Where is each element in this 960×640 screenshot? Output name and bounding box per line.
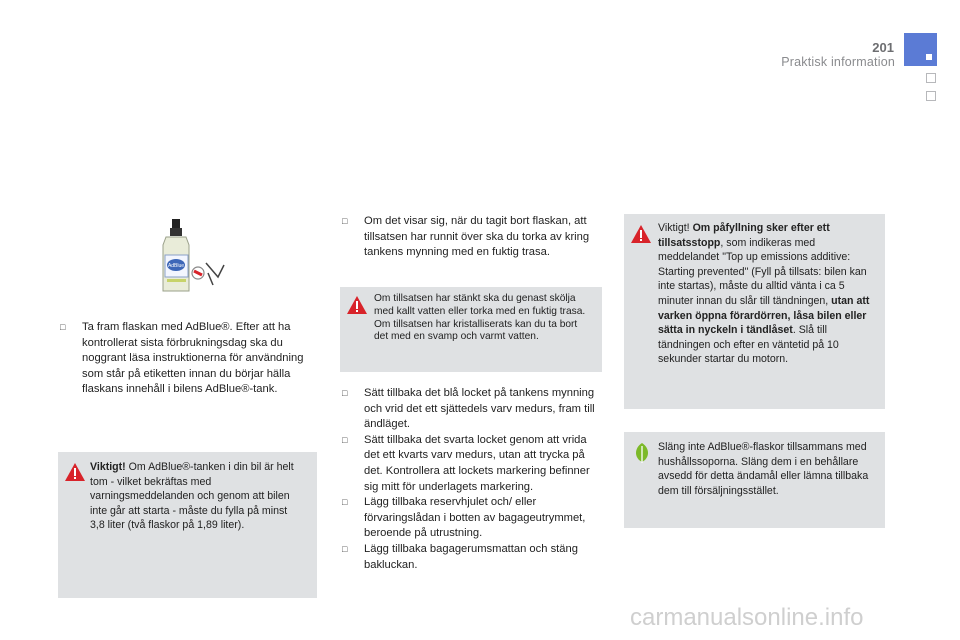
warning-icon <box>346 295 368 315</box>
spill-note-text: Om tillsatsen har stänkt ska du genast skölja med kallt vatten eller torka med en fuktig trasa. <box>374 293 586 317</box>
warning-note-empty-tank <box>58 452 317 598</box>
page-number: 201 <box>872 40 894 55</box>
chapter-nav-square-2[interactable] <box>926 91 936 101</box>
warning-icon <box>64 462 86 482</box>
warning-label: Viktigt! <box>90 461 126 473</box>
eco-note-text: Släng inte AdBlue®-flaskor tillsammans med hushållssoporna. Släng dem i en behållare avsedd för detta ändamål eller lämna tillbaka dem till försäljningsstället. <box>658 441 869 497</box>
bottle-label: AdBlue <box>167 263 185 269</box>
checkbox-bullet-icon: □ <box>342 388 348 398</box>
warning-note-spill <box>340 287 602 372</box>
step-wipe-overflow <box>342 214 604 261</box>
checkbox-bullet-icon: □ <box>342 497 348 508</box>
checkbox-bullet-icon: □ <box>342 216 348 226</box>
checkbox-bullet-icon: □ <box>342 434 348 445</box>
step-text: Sätt tillbaka det blå locket på tankens mynning och vrid det ett sjättedels varv medurs, fram till ändläget. <box>364 387 595 431</box>
watermark: carmanualsonline.info <box>630 604 864 631</box>
warning-bold-2: utan att varken öppna förardörren, låsa bilen eller sätta in nyckeln i tändlåset <box>658 294 870 337</box>
warning-text-end: . Slå till tändningen och efter en väntetid på 10 sekunder startar du motorn. <box>658 324 839 366</box>
eco-leaf-icon <box>632 442 654 462</box>
step-boot-mat <box>342 542 604 573</box>
chapter-nav-square-1[interactable] <box>926 73 936 83</box>
chapter-nav-active[interactable] <box>904 33 937 66</box>
active-dot-icon <box>926 54 932 60</box>
step-list-col2-top <box>342 214 604 261</box>
step-list-col2-bottom <box>342 386 604 573</box>
step-text: Ta fram flaskan med AdBlue®. Efter att ha kontrollerat sista förbrukningsdag ska du noggrant läsa instruktionerna för användning som står på etiketten innan du börjar hälla flaskans innehåll i bilens AdBlue®-tank. <box>82 321 304 396</box>
checkbox-bullet-icon: □ <box>60 322 66 332</box>
step-text: Om det visar sig, när du tagit bort flaskan, att tillsatsen har runnit över ska du torka av kring tankens mynning med en fuktig trasa. <box>364 215 590 259</box>
step-spare-wheel <box>342 495 604 542</box>
checkbox-bullet-icon: □ <box>342 543 348 554</box>
step-text: Lägg tillbaka reservhjulet och/ eller förvaringslådan i botten av bagageutrymmet, beroende på utrustning. <box>364 496 586 540</box>
step-black-cap <box>342 433 604 495</box>
warning-label: Viktigt! <box>658 222 690 234</box>
section-title: Praktisk information <box>781 55 895 69</box>
eco-note-disposal <box>624 432 885 528</box>
step-text: Sätt tillbaka det svarta locket genom att vrida det ett kvarts varv medurs, utan att trycka på det. Kontrollera att lockets markering befinner sig mitt för underlagets markering. <box>364 433 590 493</box>
adblue-bottle-illustration <box>158 217 230 301</box>
step-blue-cap <box>342 386 604 433</box>
warning-icon <box>630 224 652 244</box>
warning-note-additive-stop <box>624 214 885 409</box>
step-text: Lägg tillbaka bagagerumsmattan och stäng bakluckan. <box>364 542 578 571</box>
step-take-bottle <box>60 320 310 398</box>
step-list-col1 <box>60 320 310 398</box>
warning-bold-1: Om påfyllning sker efter ett tillsatsstopp <box>658 222 830 249</box>
crystal-note-text: Om tillsatsen har kristalliserats kan du ta bort det med en svamp och varmt vatten. <box>374 318 578 343</box>
warning-text-mid: , som indikeras med meddelandet "Top up emissions additive: Starting prevented" (Fyll på tillsats: bilen kan inte startas), måste du alltid vänta i ca 5 minuter innan du slår till tändningen, <box>658 236 867 307</box>
warning-text: Om AdBlue®-tanken i din bil är helt tom - vilket bekräftas med varningsmeddelanden och genom att bilen inte går att starta - måste du fylla på minst 3,8 liter (två flaskor på 1,89 liter). <box>90 461 294 532</box>
